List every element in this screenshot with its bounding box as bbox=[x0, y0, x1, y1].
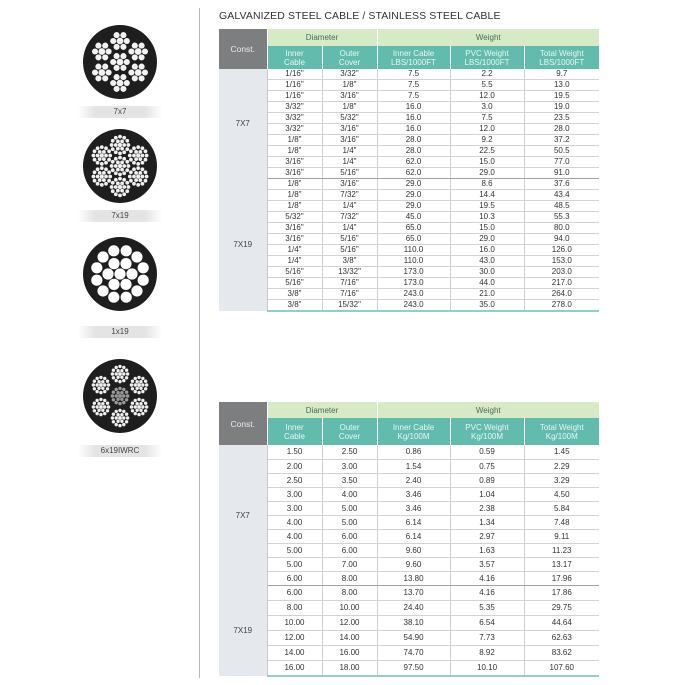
table-cell: 54.90 bbox=[377, 631, 450, 646]
table-cell: 1.50 bbox=[267, 445, 322, 459]
table-cell: 6.14 bbox=[377, 515, 450, 529]
table-cell: 3/16" bbox=[267, 234, 322, 245]
table-cell: 16.0 bbox=[377, 124, 450, 135]
table-cell: 65.0 bbox=[377, 223, 450, 234]
table-cell: 2.40 bbox=[377, 473, 450, 487]
table-cell: 4.16 bbox=[450, 585, 524, 600]
table-cell: 3/16" bbox=[322, 124, 377, 135]
table-row bbox=[219, 661, 599, 677]
table-row bbox=[219, 124, 599, 135]
table-cell: 3.46 bbox=[377, 501, 450, 515]
table-cell: 3.0 bbox=[450, 102, 524, 113]
table-cell: 29.0 bbox=[450, 234, 524, 245]
table-cell: 9.2 bbox=[450, 135, 524, 146]
col-total-weight: Total Weight Kg/100M bbox=[524, 418, 599, 445]
table-cell: 48.5 bbox=[524, 201, 599, 212]
table-cell: 43.0 bbox=[450, 256, 524, 267]
table-cell: 29.0 bbox=[450, 168, 524, 179]
table-row bbox=[219, 201, 599, 212]
table-cell: 1/8" bbox=[322, 102, 377, 113]
table-cell: 0.59 bbox=[450, 445, 524, 459]
table-cell: 43.4 bbox=[524, 190, 599, 201]
table-cell: 15/32" bbox=[322, 300, 377, 312]
table-cell: 2.38 bbox=[450, 501, 524, 515]
table-cell: 5.00 bbox=[267, 557, 322, 571]
table-cell: 8.6 bbox=[450, 179, 524, 190]
table-cell: 5/16" bbox=[322, 245, 377, 256]
table-cell: 10.00 bbox=[267, 615, 322, 630]
table-cell: 6.00 bbox=[322, 543, 377, 557]
table-cell: 14.4 bbox=[450, 190, 524, 201]
table-cell: 22.5 bbox=[450, 146, 524, 157]
table-cell: 110.0 bbox=[377, 256, 450, 267]
table-cell: 3.50 bbox=[322, 473, 377, 487]
table-cell: 28.0 bbox=[524, 124, 599, 135]
table-cell: 1/8" bbox=[267, 201, 322, 212]
table-cell: 278.0 bbox=[524, 300, 599, 312]
table-row bbox=[219, 146, 599, 157]
table-row bbox=[219, 543, 599, 557]
table-cell: 1.54 bbox=[377, 459, 450, 473]
table-cell: 45.0 bbox=[377, 212, 450, 223]
table-row bbox=[219, 234, 599, 245]
table-cell: 7.48 bbox=[524, 515, 599, 529]
table-cell: 16.0 bbox=[450, 245, 524, 256]
table-cell: 0.75 bbox=[450, 459, 524, 473]
table-cell: 3.46 bbox=[377, 487, 450, 501]
table-cell: 8.92 bbox=[450, 646, 524, 661]
table-row bbox=[219, 168, 599, 179]
table-cell: 1/4" bbox=[322, 223, 377, 234]
table-cell: 23.5 bbox=[524, 113, 599, 124]
table-cell: 5.35 bbox=[450, 600, 524, 615]
table-cell: 11.23 bbox=[524, 543, 599, 557]
table-cell: 3.00 bbox=[267, 487, 322, 501]
table-cell: 10.00 bbox=[322, 600, 377, 615]
table-cell: 3/8" bbox=[267, 289, 322, 300]
table-cell: 4.00 bbox=[322, 487, 377, 501]
table-cell: 7.5 bbox=[377, 80, 450, 91]
table-cell: 3/32" bbox=[267, 113, 322, 124]
table-cell: 7.5 bbox=[450, 113, 524, 124]
table-cell: 15.0 bbox=[450, 157, 524, 168]
construction-cell: 7X19 bbox=[219, 179, 267, 312]
table-cell: 13.17 bbox=[524, 557, 599, 571]
table-cell: 126.0 bbox=[524, 245, 599, 256]
table-cell: 17.96 bbox=[524, 571, 599, 585]
table-cell: 3/32" bbox=[322, 69, 377, 80]
table-cell: 5/32" bbox=[322, 113, 377, 124]
table-cell: 7.5 bbox=[377, 91, 450, 102]
col-outer-cover: Outer Cover bbox=[322, 46, 377, 69]
table-cell: 65.0 bbox=[377, 234, 450, 245]
table-row bbox=[219, 278, 599, 289]
table-cell: 37.6 bbox=[524, 179, 599, 190]
construction-cell: 7X19 bbox=[219, 585, 267, 676]
table-cell: 5.00 bbox=[322, 501, 377, 515]
table-row bbox=[219, 487, 599, 501]
table-cell: 3/16" bbox=[267, 168, 322, 179]
table-cell: 7/32" bbox=[322, 212, 377, 223]
table-cell: 4.00 bbox=[267, 515, 322, 529]
table-cell: 1/4" bbox=[267, 256, 322, 267]
table-cell: 10.10 bbox=[450, 661, 524, 677]
table-row bbox=[219, 245, 599, 256]
table-cell: 12.0 bbox=[450, 91, 524, 102]
table-cell: 14.00 bbox=[267, 646, 322, 661]
table-cell: 4.16 bbox=[450, 571, 524, 585]
table-row bbox=[219, 615, 599, 630]
table-cell: 13/32" bbox=[322, 267, 377, 278]
table-cell: 6.00 bbox=[267, 585, 322, 600]
table-cell: 9.7 bbox=[524, 69, 599, 80]
table-cell: 16.00 bbox=[267, 661, 322, 677]
const-header: Const. bbox=[219, 402, 267, 445]
table-cell: 74.70 bbox=[377, 646, 450, 661]
table-cell: 28.0 bbox=[377, 135, 450, 146]
table-cell: 7/16" bbox=[322, 289, 377, 300]
table-cell: 44.64 bbox=[524, 615, 599, 630]
table-cell: 29.75 bbox=[524, 600, 599, 615]
table-cell: 1/4" bbox=[322, 157, 377, 168]
col-pvc-weight: PVC Weight Kg/100M bbox=[450, 418, 524, 445]
table-row bbox=[219, 157, 599, 168]
table-row bbox=[219, 80, 599, 91]
metric-spec-table bbox=[219, 402, 599, 677]
table-cell: 0.86 bbox=[377, 445, 450, 459]
table-row bbox=[219, 600, 599, 615]
construction-cell: 7X7 bbox=[219, 445, 267, 585]
table-cell: 29.0 bbox=[377, 179, 450, 190]
table-cell: 9.60 bbox=[377, 557, 450, 571]
table-cell: 5/16" bbox=[322, 168, 377, 179]
table-cell: 203.0 bbox=[524, 267, 599, 278]
table-cell: 5/16" bbox=[267, 267, 322, 278]
table-cell: 243.0 bbox=[377, 289, 450, 300]
table-row bbox=[219, 515, 599, 529]
table-cell: 5.5 bbox=[450, 80, 524, 91]
table-cell: 21.0 bbox=[450, 289, 524, 300]
table-cell: 2.50 bbox=[322, 445, 377, 459]
table-cell: 1/4" bbox=[267, 245, 322, 256]
table-cell: 16.00 bbox=[322, 646, 377, 661]
table-cell: 3/16" bbox=[322, 179, 377, 190]
column-headers bbox=[219, 418, 599, 445]
table-cell: 1/16" bbox=[267, 91, 322, 102]
table-cell: 4.00 bbox=[267, 529, 322, 543]
col-pvc-weight: PVC Weight LBS/1000FT bbox=[450, 46, 524, 69]
table-cell: 80.0 bbox=[524, 223, 599, 234]
table-row bbox=[219, 212, 599, 223]
table-cell: 12.00 bbox=[267, 631, 322, 646]
table-cell: 1/4" bbox=[322, 146, 377, 157]
table-row bbox=[219, 459, 599, 473]
cable-label-1x19: 1x19 bbox=[78, 326, 162, 338]
table-cell: 24.40 bbox=[377, 600, 450, 615]
table-cell: 4.50 bbox=[524, 487, 599, 501]
table-cell: 29.0 bbox=[377, 201, 450, 212]
table-cell: 3/8" bbox=[267, 300, 322, 312]
column-headers bbox=[219, 46, 599, 69]
table-cell: 55.3 bbox=[524, 212, 599, 223]
table-cell: 7/32" bbox=[322, 190, 377, 201]
diameter-group-header: Diameter bbox=[267, 402, 377, 418]
table-row bbox=[219, 223, 599, 234]
table-cell: 8.00 bbox=[267, 600, 322, 615]
table-cell: 16.0 bbox=[377, 102, 450, 113]
table-row bbox=[219, 585, 599, 600]
table-cell: 6.54 bbox=[450, 615, 524, 630]
table-row bbox=[219, 267, 599, 278]
table-cell: 15.0 bbox=[450, 223, 524, 234]
table-cell: 173.0 bbox=[377, 278, 450, 289]
table-row bbox=[219, 102, 599, 113]
table-cell: 5.00 bbox=[267, 543, 322, 557]
table-cell: 7/16" bbox=[322, 278, 377, 289]
table-cell: 13.80 bbox=[377, 571, 450, 585]
table-cell: 3.57 bbox=[450, 557, 524, 571]
table-row bbox=[219, 179, 599, 190]
table-cell: 3/32" bbox=[267, 124, 322, 135]
table-cell: 97.50 bbox=[377, 661, 450, 677]
const-header: Const. bbox=[219, 29, 267, 69]
table-cell: 35.0 bbox=[450, 300, 524, 312]
table-cell: 28.0 bbox=[377, 146, 450, 157]
table-cell: 1/8" bbox=[267, 190, 322, 201]
col-inner-cable: Inner Cable bbox=[267, 46, 322, 69]
table-cell: 16.0 bbox=[377, 113, 450, 124]
table-row bbox=[219, 445, 599, 459]
cable-label-7x19: 7x19 bbox=[78, 210, 162, 222]
table-cell: 50.5 bbox=[524, 146, 599, 157]
table-cell: 3/32" bbox=[267, 102, 322, 113]
table-cell: 91.0 bbox=[524, 168, 599, 179]
table-row bbox=[219, 646, 599, 661]
table-row bbox=[219, 135, 599, 146]
table-row bbox=[219, 113, 599, 124]
table-cell: 153.0 bbox=[524, 256, 599, 267]
table-cell: 62.0 bbox=[377, 168, 450, 179]
cable-1x19-cross-section-icon bbox=[82, 236, 158, 312]
construction-cell: 7X7 bbox=[219, 69, 267, 179]
table-cell: 217.0 bbox=[524, 278, 599, 289]
table-cell: 7.00 bbox=[322, 557, 377, 571]
cable-label-7x7: 7x7 bbox=[78, 106, 162, 118]
table-cell: 1.45 bbox=[524, 445, 599, 459]
table-cell: 243.0 bbox=[377, 300, 450, 312]
diameter-group-header: Diameter bbox=[267, 29, 377, 46]
table-row bbox=[219, 473, 599, 487]
table-cell: 37.2 bbox=[524, 135, 599, 146]
col-inner-cable-weight: Inner Cable Kg/100M bbox=[377, 418, 450, 445]
table-cell: 6.14 bbox=[377, 529, 450, 543]
table-row bbox=[219, 289, 599, 300]
table-cell: 5.84 bbox=[524, 501, 599, 515]
table-row bbox=[219, 631, 599, 646]
table-cell: 3/16" bbox=[322, 135, 377, 146]
table-cell: 3/16" bbox=[322, 91, 377, 102]
table-cell: 1.63 bbox=[450, 543, 524, 557]
table-cell: 12.00 bbox=[322, 615, 377, 630]
table-cell: 2.29 bbox=[524, 459, 599, 473]
weight-group-header: Weight bbox=[377, 29, 599, 46]
weight-group-header: Weight bbox=[377, 402, 599, 418]
col-outer-cover: Outer Cover bbox=[322, 418, 377, 445]
table-cell: 19.5 bbox=[524, 91, 599, 102]
table-cell: 1/8" bbox=[267, 146, 322, 157]
col-inner-cable: Inner Cable bbox=[267, 418, 322, 445]
table-cell: 8.00 bbox=[322, 585, 377, 600]
imperial-spec-table bbox=[219, 29, 599, 312]
table-cell: 3/16" bbox=[267, 157, 322, 168]
table-cell: 0.89 bbox=[450, 473, 524, 487]
table-cell: 94.0 bbox=[524, 234, 599, 245]
table-cell: 110.0 bbox=[377, 245, 450, 256]
table-row bbox=[219, 501, 599, 515]
cable-7x7-cross-section-icon bbox=[82, 24, 158, 100]
page-title: GALVANIZED STEEL CABLE / STAINLESS STEEL CABLE bbox=[219, 10, 501, 22]
table-cell: 5/16" bbox=[322, 234, 377, 245]
table-cell: 14.00 bbox=[322, 631, 377, 646]
table-row bbox=[219, 529, 599, 543]
table-cell: 264.0 bbox=[524, 289, 599, 300]
table-cell: 13.70 bbox=[377, 585, 450, 600]
table-cell: 62.63 bbox=[524, 631, 599, 646]
cable-7x19-cross-section-icon bbox=[82, 128, 158, 204]
vertical-divider bbox=[199, 8, 200, 678]
table-cell: 5/32" bbox=[267, 212, 322, 223]
table-cell: 3/8" bbox=[322, 256, 377, 267]
table-cell: 2.2 bbox=[450, 69, 524, 80]
table-cell: 1/16" bbox=[267, 80, 322, 91]
table-row bbox=[219, 300, 599, 312]
table-cell: 8.00 bbox=[322, 571, 377, 585]
table-cell: 19.5 bbox=[450, 201, 524, 212]
table-cell: 107.60 bbox=[524, 661, 599, 677]
table-cell: 17.86 bbox=[524, 585, 599, 600]
table-cell: 3.29 bbox=[524, 473, 599, 487]
table-row bbox=[219, 256, 599, 267]
table-cell: 3.00 bbox=[322, 459, 377, 473]
table-cell: 9.60 bbox=[377, 543, 450, 557]
table-cell: 6.00 bbox=[267, 571, 322, 585]
table-cell: 1.34 bbox=[450, 515, 524, 529]
table-cell: 12.0 bbox=[450, 124, 524, 135]
table-cell: 19.0 bbox=[524, 102, 599, 113]
table-cell: 13.0 bbox=[524, 80, 599, 91]
table-cell: 18.00 bbox=[322, 661, 377, 677]
table-cell: 3/16" bbox=[267, 223, 322, 234]
table-cell: 2.00 bbox=[267, 459, 322, 473]
table-cell: 1/8" bbox=[322, 80, 377, 91]
table-cell: 7.5 bbox=[377, 69, 450, 80]
table-cell: 38.10 bbox=[377, 615, 450, 630]
table-cell: 1/8" bbox=[267, 179, 322, 190]
table-row bbox=[219, 190, 599, 201]
table-cell: 3.00 bbox=[267, 501, 322, 515]
table-cell: 1/8" bbox=[267, 135, 322, 146]
table-cell: 2.97 bbox=[450, 529, 524, 543]
col-total-weight: Total Weight LBS/1000FT bbox=[524, 46, 599, 69]
table-cell: 44.0 bbox=[450, 278, 524, 289]
table-row bbox=[219, 557, 599, 571]
table-cell: 77.0 bbox=[524, 157, 599, 168]
table-cell: 1/16" bbox=[267, 69, 322, 80]
table-cell: 7.73 bbox=[450, 631, 524, 646]
table-cell: 62.0 bbox=[377, 157, 450, 168]
table-cell: 29.0 bbox=[377, 190, 450, 201]
table-cell: 5/16" bbox=[267, 278, 322, 289]
table-cell: 1.04 bbox=[450, 487, 524, 501]
cable-label-6x19iwrc: 6x19IWRC bbox=[78, 445, 162, 457]
cable-6x19iwrc-cross-section-icon bbox=[82, 358, 158, 434]
table-cell: 30.0 bbox=[450, 267, 524, 278]
table-cell: 173.0 bbox=[377, 267, 450, 278]
table-cell: 5.00 bbox=[322, 515, 377, 529]
table-cell: 1/4" bbox=[322, 201, 377, 212]
table-cell: 10.3 bbox=[450, 212, 524, 223]
table-cell: 6.00 bbox=[322, 529, 377, 543]
col-inner-cable-weight: Inner Cable LBS/1000FT bbox=[377, 46, 450, 69]
table-row bbox=[219, 91, 599, 102]
table-cell: 2.50 bbox=[267, 473, 322, 487]
table-cell: 83.62 bbox=[524, 646, 599, 661]
table-cell: 9.11 bbox=[524, 529, 599, 543]
table-row bbox=[219, 571, 599, 585]
table-row bbox=[219, 69, 599, 80]
